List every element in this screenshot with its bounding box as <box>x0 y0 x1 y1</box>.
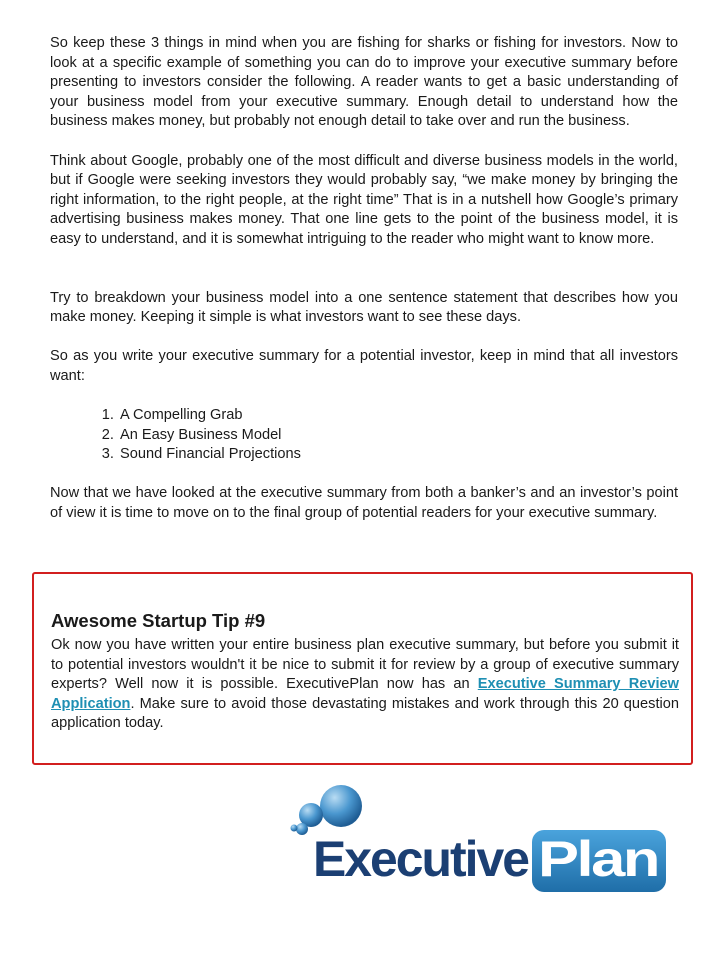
logo-bubble-tiny <box>291 825 298 832</box>
paragraph-one-sentence: Try to breakdown your business model into a one sentence statement that describes how you make money. Keeping it simple is what investors want to see these days. <box>50 289 678 326</box>
investor-wants-list <box>50 406 678 465</box>
list-item: 1. A Compelling Grab <box>118 406 678 426</box>
executiveplan-logo <box>289 782 669 894</box>
list-item: 2. An Easy Business Model <box>118 426 678 446</box>
paragraph-google: Think about Google, probably one of the most difficult and diverse business models in the world, but if Google were seeking investors they would probably say, “we make money by bringing the right information, to the right people, at the right time” That is in a nutshell how Google’s primary advertising business makes money. That one line gets to the point of the business model, it is easy to understand, and it is somewhat intriguing to the reader who might want to know more. <box>50 152 678 247</box>
paragraph-investors-want: So as you write your executive summary for a potential investor, keep in mind that all investors want: <box>50 348 678 384</box>
paragraph-next-group: Now that we have looked at the executive summary from both a banker’s and an investor’s point of view it is time to move on to the final group of potential readers for your executive summary. <box>50 485 678 522</box>
logo-bubble-large <box>320 785 362 827</box>
tip-title: Awesome Startup Tip #9 <box>51 610 266 631</box>
logo-bubble-small <box>296 823 308 835</box>
paragraph-intro: So keep these 3 things in mind when you are fishing for sharks or fishing for investors. Now to look at a specific example of something you can do to improve your executive summary before presenting to investors consider the following. A reader wants to get a basic understanding of your business model from your executive summary. Enough detail to understand how the business makes money, but probably not enough detail to take over and run the business. <box>50 35 678 130</box>
logo-word-plan: Plan <box>538 831 658 887</box>
tip-body <box>51 636 679 734</box>
document-body <box>50 34 678 524</box>
startup-tip-box <box>32 572 693 765</box>
executive-summary-review-link[interactable]: Executive Summary Review Application <box>51 676 679 712</box>
logo-word-executive: Executive <box>313 831 530 887</box>
list-item: 3. Sound Financial Projections <box>118 445 678 465</box>
tip-text-before: Ok now you have written your entire business plan executive summary, but before you submit it to potential investors wouldn't it be nice to submit it for review by a group of executive summary experts? Well now it is possible. ExecutivePlan now has an <box>51 637 679 693</box>
tip-text-after: . Make sure to avoid those devastating mistakes and work through this 20 question application today. <box>51 695 679 732</box>
